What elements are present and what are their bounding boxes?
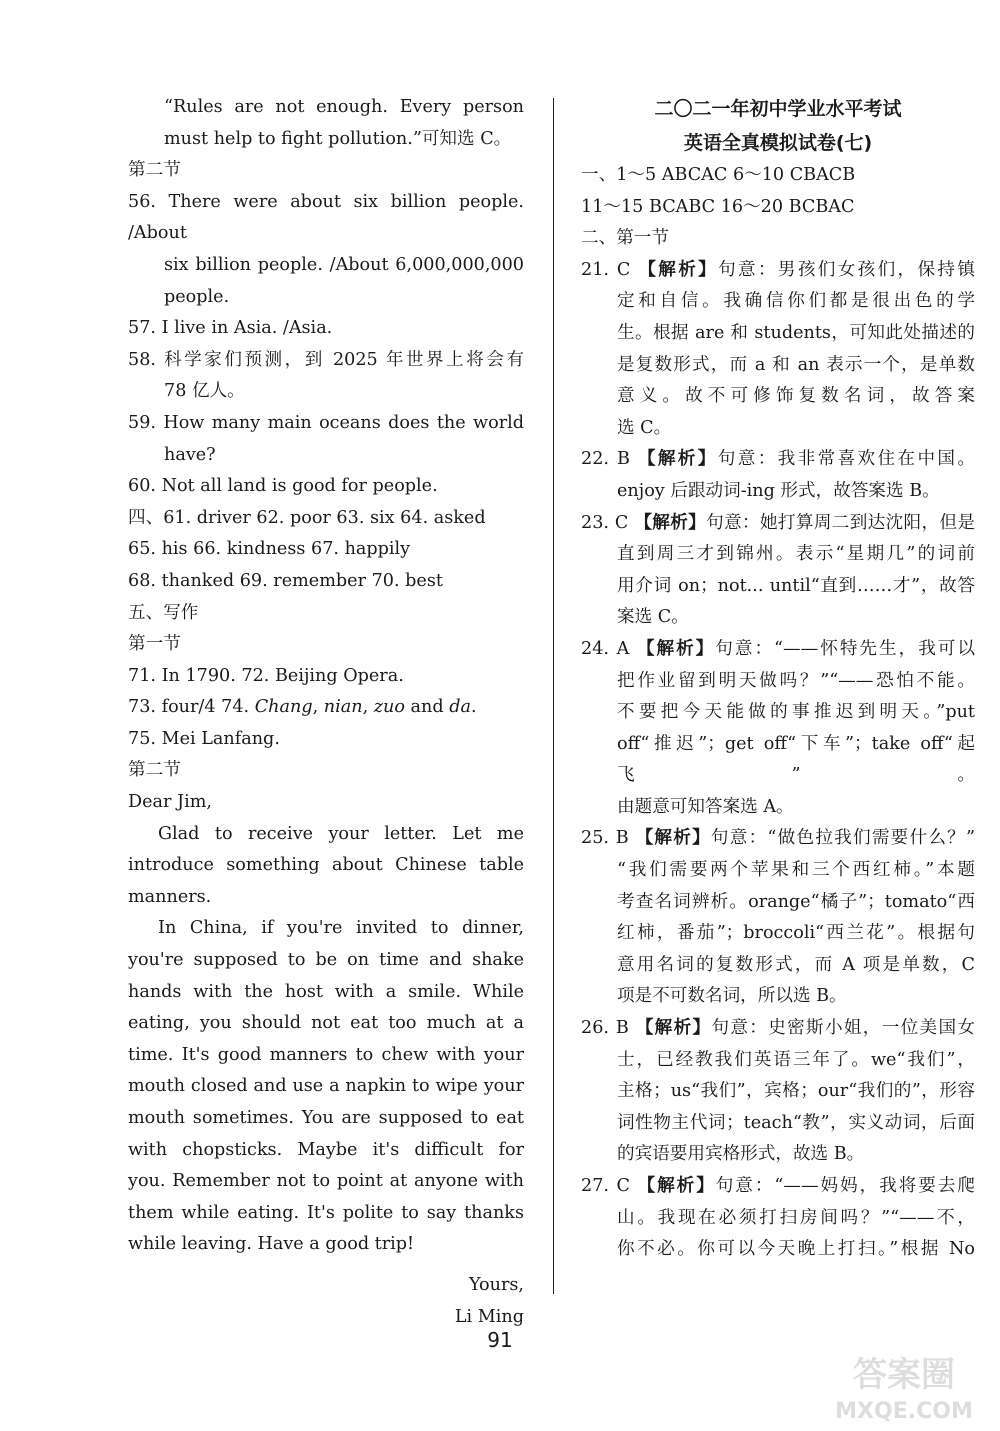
answer-27-line: 你不必。你可以今天晚上打扫。”根据 No — [617, 1239, 975, 1260]
answer-26-line: 词性物主代词；teach“教”，实义动词，后面 — [617, 1112, 975, 1133]
answer-21-line: 选 C。 — [617, 417, 672, 438]
answer-24-line: 把作业留到明天做吗？”“——恐怕不能。 — [617, 670, 975, 691]
answer-26-line: 士，已经教我们英语三年了。we“我们”， — [617, 1049, 975, 1070]
letter-line: mouth closed and use a napkin to wipe your — [128, 1076, 524, 1097]
letter-line: hands with the host with a smile. While — [128, 981, 524, 1002]
letter-greeting: Dear Jim, — [128, 792, 212, 813]
answer-26-line1: 26. B 【解析】句意：史密斯小姐，一位美国女 — [581, 1018, 975, 1039]
answer-25-line: 考查名词辨析。orange“橘子”；tomato“西 — [617, 891, 975, 912]
exam-title: 二〇二一年初中学业水平考试 — [654, 98, 902, 120]
left-column — [128, 92, 524, 1333]
answer-58-line1: 58. 科学家们预测，到 2025 年世界上将会有 — [128, 349, 524, 370]
answer-27-line: 山。我现在必须打扫房间吗？”“——不， — [617, 1207, 975, 1228]
letter-line: you. Remember not to point at anyone with — [128, 1171, 524, 1192]
answer-57: 57. I live in Asia. /Asia. — [128, 318, 333, 339]
letter-line: In China, if you're invited to dinner, — [158, 918, 524, 939]
page-number: 91 — [487, 1328, 513, 1352]
answer-21-line1: 21. C 【解析】句意：男孩们女孩们，保持镇 — [581, 259, 975, 280]
answer-23-line: 用介词 on；not... until“直到……才”，故答 — [617, 575, 975, 596]
answer-21-line: 生。根据 are 和 students，可知此处描述的 — [617, 322, 975, 343]
section-heading: 五、写作 — [128, 602, 199, 623]
letter-line: mouth sometimes. You are supposed to eat — [128, 1108, 524, 1128]
answer-56-line3: people. — [164, 286, 230, 307]
answers-65-67: 65. his 66. kindness 67. happily — [128, 539, 411, 560]
answer-24-line: off“推迟”；get off“下车”；take off“起飞”。 — [617, 733, 975, 786]
letter-line: eating, you should not eat too much at a — [128, 1013, 524, 1034]
answers-11-20: 11～15 BCABC 16～20 BCBAC — [581, 196, 855, 217]
letter-line: while leaving. Have a good trip! — [128, 1234, 415, 1255]
answers-61-64: 四、61. driver 62. poor 63. six 64. asked — [128, 507, 486, 528]
letter-line: with chopsticks. Maybe it's difficult for — [128, 1139, 524, 1160]
letter-line: time. It's good manners to chew with your — [128, 1044, 524, 1065]
text-line: “Rules are not enough. Every person — [164, 97, 524, 117]
answer-25-line1: 25. B 【解析】句意：“做色拉我们需要什么？” — [581, 828, 975, 849]
answer-24-line: 由题意可知答案选 A。 — [617, 796, 794, 817]
answer-56-line2: six billion people. /About 6,000,000,000 — [164, 254, 524, 275]
answer-59-line2: have? — [164, 444, 216, 465]
answer-75: 75. Mei Lanfang. — [128, 728, 280, 749]
answer-21-line: 是复数形式，而 a 和 an 表示一个，是单数 — [617, 354, 975, 375]
letter-closing: Yours, — [468, 1274, 524, 1295]
right-column — [581, 92, 975, 1266]
section-heading: 第二节 — [128, 760, 181, 781]
answer-25-line: 项是不可数名词，所以选 B。 — [617, 986, 847, 1007]
exam-subtitle: 英语全真模拟试卷(七) — [683, 132, 873, 154]
section-heading: 第一节 — [128, 634, 181, 655]
answers-73-74: 73. four/4 74. Chang, nian, zuo and da. — [128, 697, 477, 718]
column-divider — [553, 98, 554, 1294]
letter-signature: Li Ming — [454, 1306, 524, 1327]
answer-59-line1: 59. How many main oceans does the world — [128, 412, 524, 433]
section-heading: 第二节 — [128, 160, 181, 181]
answer-23-line: 案选 C。 — [617, 607, 689, 628]
watermark-logo — [818, 1348, 990, 1426]
letter-line: you're supposed to be on time and shake — [128, 950, 524, 971]
answer-22-line: enjoy 后跟动词-ing 形式，故答案选 B。 — [617, 480, 940, 501]
answer-24-line: 不要把今天能做的事推迟到明天。”put — [617, 702, 975, 723]
answer-56-line1: 56. There were about six billion people. /About — [128, 191, 524, 244]
answer-26-line: 的宾语要用宾格形式，故选 B。 — [617, 1144, 865, 1165]
answer-22-line1: 22. B 【解析】句意：我非常喜欢住在中国。 — [581, 449, 975, 470]
text-line: must help to fight pollution.”可知选 C。 — [164, 128, 512, 149]
letter-line: them while eating. It's polite to say thanks — [128, 1202, 524, 1223]
answer-25-line: “我们需要两个苹果和三个西红柿。”本题 — [617, 860, 975, 881]
answer-21-line: 意义。故不可修饰复数名词，故答案 — [617, 386, 975, 407]
answer-26-line: 主格；us“我们”，宾格；our“我们的”，形容 — [617, 1081, 975, 1102]
letter-line: manners. — [128, 886, 212, 907]
answer-21-line: 定和自信。我确信你们都是很出色的学 — [617, 291, 975, 312]
answers-71-72: 71. In 1790. 72. Beijing Opera. — [128, 665, 404, 686]
letter-line: introduce something about Chinese table — [128, 855, 524, 876]
answer-58-line2: 78 亿人。 — [164, 381, 245, 402]
watermark-url: MXQE.COM — [835, 1399, 973, 1424]
watermark-text: 答案圈 — [853, 1355, 955, 1395]
answer-60: 60. Not all land is good for people. — [128, 476, 438, 497]
answer-25-line: 意用名词的复数形式，而 A 项是单数，C — [617, 954, 975, 975]
answer-27-line1: 27. C 【解析】句意：“——妈妈，我将要去爬 — [581, 1176, 975, 1196]
answer-25-line: 红柿，番茄”；broccoli“西兰花”。根据句 — [617, 923, 975, 944]
section-heading: 二、第一节 — [581, 228, 669, 249]
answers-68-70: 68. thanked 69. remember 70. best — [128, 570, 443, 591]
answers-1-10: 一、1～5 ABCAC 6～10 CBACB — [581, 165, 856, 185]
letter-line: Glad to receive your letter. Let me — [158, 823, 524, 844]
answer-24-line1: 24. A 【解析】句意：“——怀特先生，我可以 — [581, 638, 975, 659]
answer-23-line1: 23. C 【解析】句意：她打算周二到达沈阳，但是 — [581, 512, 975, 533]
answer-23-line: 直到周三才到锦州。表示“星期几”的词前 — [617, 544, 975, 565]
